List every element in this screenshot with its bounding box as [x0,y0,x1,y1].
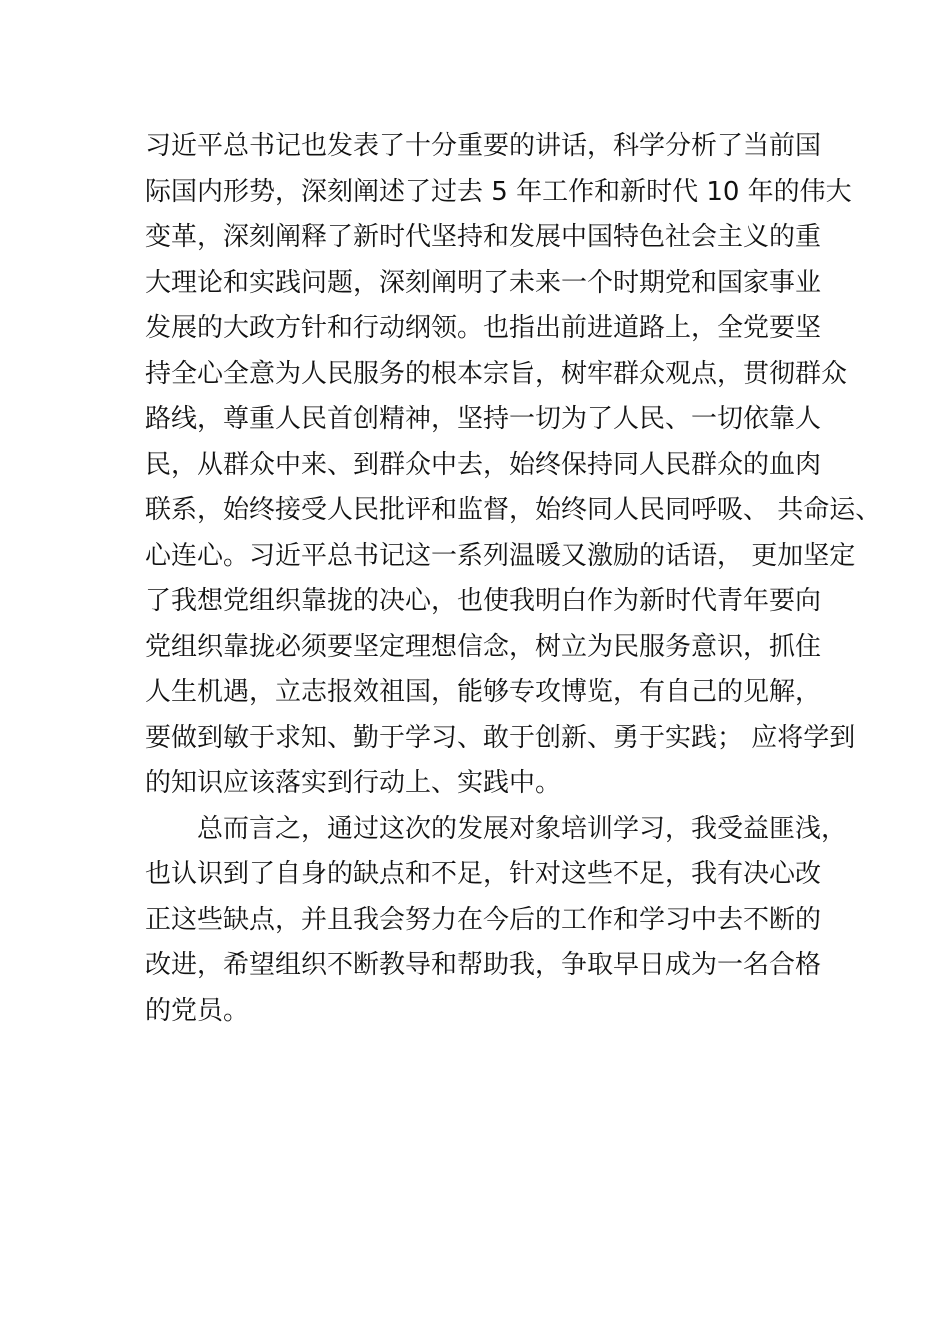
text-line: 习近平总书记也发表了十分重要的讲话，科学分析了当前国 [145,131,822,161]
text-line: 民，从群众中来、到群众中去，始终保持同人民群众的血肉 [145,449,822,480]
text-line: 也认识到了自身的缺点和不足，针对这些不足，我有决心改 [145,859,822,889]
text-line: 持全心全意为人民服务的根本宗旨，树牢群众观点，贯彻群众 [145,358,848,389]
text-line: 心连心。习近平总书记这一系列温暖又激励的话语， 更加坚定 [145,540,856,571]
text-line: 的党员。 [145,995,250,1026]
paragraph-1 [145,124,882,807]
text-line: 要做到敏于求知、勤于学习、敢于创新、勇于实践； 应将学到 [145,722,856,753]
text-line: 改进，希望组织不断教导和帮助我，争取早日成为一名合格 [145,950,822,980]
text-line: 党组织靠拢必须要坚定理想信念，树立为民服务意识，抓住 [145,631,822,662]
text-line: 际国内形势，深刻阐述了过去 5 年工作和新时代 10 年的伟大 [145,176,852,207]
text-line: 的知识应该落实到行动上、实践中。 [145,768,562,798]
text-line: 联系，始终接受人民批评和监督，始终同人民同呼吸、 共命运、 [145,495,882,525]
text-line: 大理论和实践问题，深刻阐明了未来一个时期党和国家事业 [145,267,822,298]
text-line: 发展的大政方针和行动纲领。也指出前进道路上，全党要坚 [145,313,822,343]
paragraph-2 [145,807,848,1035]
text-line: 人生机遇，立志报效祖国，能够专攻博览，有自己的见解， [145,677,822,707]
text-line: 总而言之，通过这次的发展对象培训学习，我受益匪浅， [197,813,848,844]
text-line: 了我想党组织靠拢的决心，也使我明白作为新时代青年要向 [145,586,822,616]
text-line: 变革，深刻阐释了新时代坚持和发展中国特色社会主义的重 [145,222,822,252]
document-body [145,124,882,1034]
text-line: 正这些缺点，并且我会努力在今后的工作和学习中去不断的 [145,904,822,935]
text-line: 路线，尊重人民首创精神，坚持一切为了人民、一切依靠人 [145,404,822,434]
